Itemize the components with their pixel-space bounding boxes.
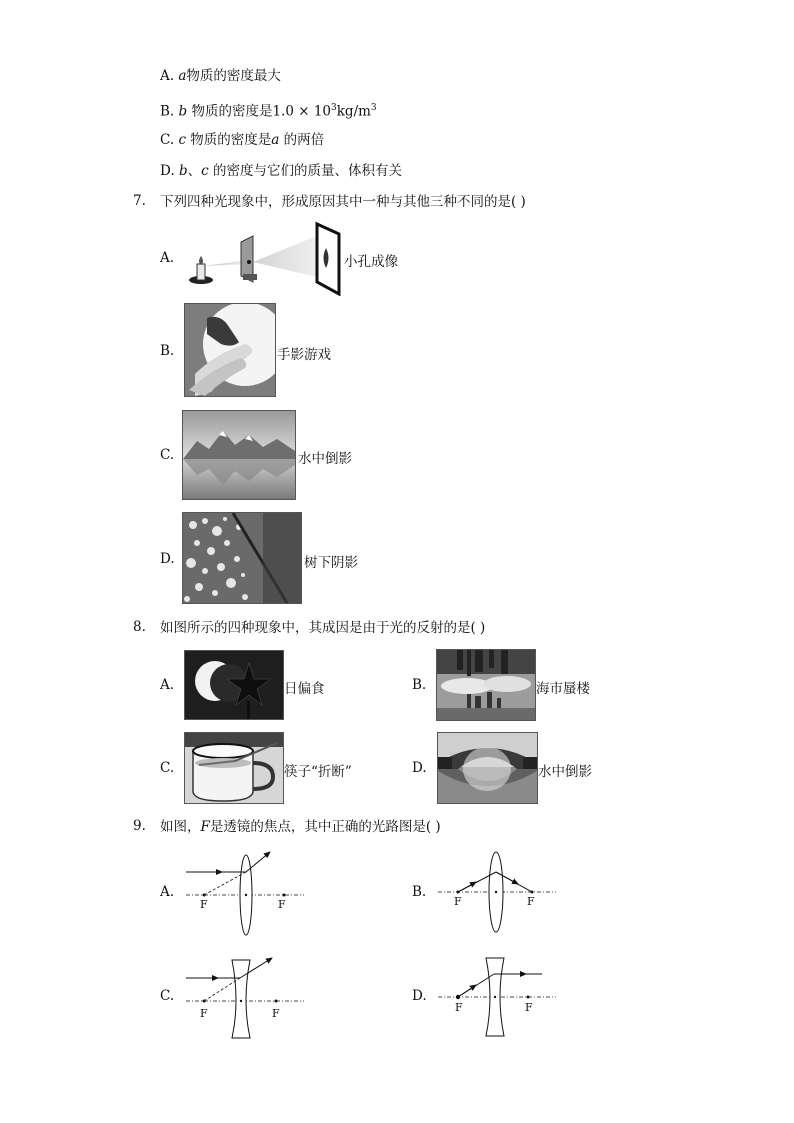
q6-option-b-exp: 3: [331, 103, 337, 113]
q7-option-d-caption: 树下阴影: [304, 555, 358, 571]
pinhole-camera-figure: [183, 220, 343, 296]
q9-a-focus-right: F: [278, 898, 286, 911]
q7-option-a-caption: 小孔成像: [344, 254, 398, 270]
q6-option-a-text: 物质的密度最大: [186, 68, 281, 84]
tree-shade-photo: [182, 512, 302, 604]
concave-lens-diagram-d: [436, 954, 560, 1040]
q8-option-b-label: B.: [412, 677, 427, 693]
q6-option-b-text: 物质的密度是: [187, 103, 273, 120]
q9-d-focus-left: F: [455, 1001, 463, 1014]
q9-stem-pre: 如图，: [160, 819, 201, 835]
q7-option-a-label: A.: [160, 250, 175, 266]
q6-option-d-sep: 、: [187, 163, 202, 179]
q6-option-c-var2: a: [271, 132, 280, 148]
hand-shadow-photo: [184, 303, 276, 397]
q6-option-d: [160, 162, 402, 180]
q8-number: 8.: [133, 619, 146, 635]
q9-option-d-label: D.: [412, 988, 427, 1004]
q6-option-c-label: C.: [160, 132, 175, 148]
q9-b-focus-right: F: [527, 895, 535, 908]
lake-reflection-photo: [182, 410, 296, 500]
solar-eclipse-photo: [184, 650, 284, 720]
q6-option-b: [160, 99, 377, 121]
q6-option-b-unit: kg/m: [336, 103, 371, 120]
q6-option-b-value: 1.0 × 10: [272, 103, 332, 120]
q7-option-c-caption: 水中倒影: [298, 451, 352, 467]
q6-option-d-var2: c: [201, 163, 209, 179]
q6-option-c-text2: 的两倍: [279, 132, 325, 148]
q6-option-b-label: B.: [160, 103, 175, 120]
q6-option-b-var: b: [178, 103, 188, 120]
q8-option-d-caption: 水中倒影: [538, 764, 592, 780]
q7-option-d-label: D.: [160, 551, 175, 567]
q9-option-c-label: C.: [160, 988, 175, 1004]
q8-option-a-label: A.: [160, 677, 175, 693]
q6-option-a-var: a: [178, 68, 187, 84]
q6-option-b-unit-exp: 3: [370, 103, 377, 113]
q8-option-c-caption: 筷子“折断”: [284, 764, 352, 780]
q7-option-b-caption: 手影游戏: [277, 347, 331, 363]
q9-b-focus-left: F: [454, 895, 462, 908]
q9-stem: [160, 818, 441, 836]
convex-lens-diagram-a: [184, 848, 308, 940]
q9-a-focus-left: F: [200, 898, 208, 911]
q8-option-a-caption: 日偏食: [284, 681, 325, 697]
q9-c-focus-right: F: [272, 1007, 280, 1020]
q6-option-c-var: c: [178, 132, 186, 148]
q8-option-c-label: C.: [160, 760, 175, 776]
q8-stem: 如图所示的四种现象中，其成因是由于光的反射的是( ): [160, 620, 486, 636]
convex-lens-diagram-b: [436, 850, 560, 938]
q9-stem-post: 是透镜的焦点，其中正确的光路图是( ): [209, 819, 441, 835]
q7-option-c-label: C.: [160, 447, 175, 463]
chopstick-in-water-photo: [184, 732, 284, 804]
q7-stem: 下列四种光现象中，形成原因其中一种与其他三种不同的是( ): [160, 194, 526, 210]
q6-option-a: [160, 67, 281, 85]
q8-option-b-caption: 海市蜃楼: [536, 681, 590, 697]
q9-c-focus-left: F: [200, 1007, 208, 1020]
q9-option-b-label: B.: [412, 884, 427, 900]
concave-lens-diagram-c: [184, 954, 308, 1040]
q9-d-focus-right: F: [525, 1001, 533, 1014]
q6-option-d-text: 的密度与它们的质量、体积有关: [208, 163, 402, 179]
q6-option-c: [160, 131, 324, 149]
q7-option-b-label: B.: [160, 343, 175, 359]
q6-option-c-text: 物质的密度是: [186, 132, 272, 148]
q9-option-a-label: A.: [160, 884, 175, 900]
bridge-reflection-photo: [437, 732, 538, 804]
q9-number: 9.: [133, 818, 146, 834]
q6-option-d-var: b: [178, 163, 188, 179]
q7-number: 7.: [133, 193, 146, 209]
q8-option-d-label: D.: [412, 760, 427, 776]
q6-option-a-label: A.: [160, 68, 175, 84]
q9-stem-var: F: [200, 819, 210, 835]
q6-option-d-label: D.: [160, 163, 175, 179]
mirage-photo: [436, 649, 536, 721]
